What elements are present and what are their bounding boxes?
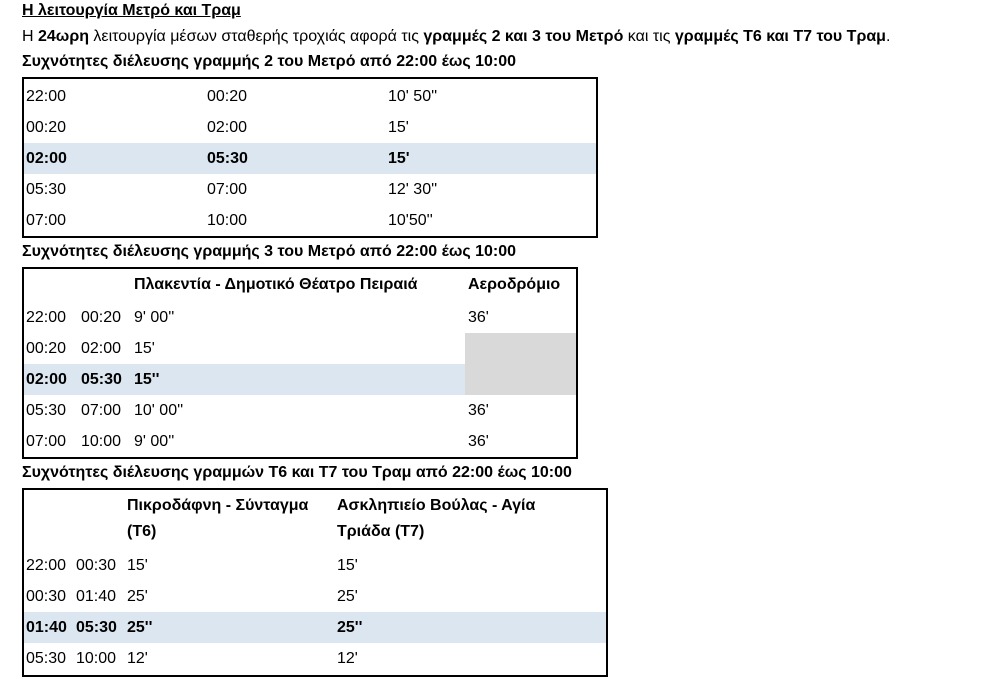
frequency: 10' 50''	[388, 88, 438, 105]
to-time: 05:30	[207, 150, 248, 167]
from-time: 07:00	[26, 212, 67, 229]
from-time: 01:40	[26, 619, 67, 636]
frequency-t6: 25''	[127, 619, 153, 636]
to-time: 10:00	[76, 650, 117, 667]
from-time: 02:00	[26, 371, 67, 388]
from-time: 22:00	[26, 88, 67, 105]
table-row	[24, 205, 596, 236]
table-row	[24, 333, 576, 364]
frequency-plakentia: 15''	[134, 371, 160, 388]
from-time: 07:00	[26, 433, 67, 450]
to-time: 10:00	[81, 433, 122, 450]
column-header-plakentia: Πλακεντία - Δημοτικό Θέατρο Πειραιά	[134, 276, 418, 293]
column-header-t7-line1: Ασκληπιείο Βούλας - Αγία	[337, 497, 536, 514]
table-row	[24, 581, 606, 612]
column-header-t6-line1: Πικροδάφνη - Σύνταγμα	[127, 497, 309, 514]
frequency-t6: 25'	[127, 588, 148, 605]
page-title: Η λειτουργία Μετρό και Τραμ	[22, 2, 241, 19]
to-time: 00:20	[207, 88, 248, 105]
from-time: 00:30	[26, 588, 67, 605]
frequency-plakentia: 10' 00''	[134, 402, 184, 419]
table-row	[24, 302, 576, 333]
frequency-t7: 25'	[337, 588, 358, 605]
to-time: 07:00	[207, 181, 248, 198]
to-time: 02:00	[207, 119, 248, 136]
frequency-t6: 12'	[127, 650, 148, 667]
frequency-t7: 15'	[337, 557, 358, 574]
tram-heading: Συχνότητες διέλευσης γραμμών Τ6 και Τ7 του Τραμ από 22:00 έως 10:00	[22, 464, 572, 481]
no-service-cell	[465, 364, 576, 395]
from-time: 05:30	[26, 181, 67, 198]
table-row-highlighted	[24, 143, 596, 174]
frequency: 12' 30''	[388, 181, 438, 198]
to-time: 05:30	[76, 619, 117, 636]
frequency: 10'50''	[388, 212, 433, 229]
table-row	[24, 174, 596, 205]
line3-table	[22, 267, 578, 459]
table-row	[24, 426, 576, 457]
frequency: 15'	[388, 150, 410, 167]
column-header-t7-line2: Τριάδα (Τ7)	[337, 523, 425, 540]
from-time: 05:30	[26, 650, 67, 667]
to-time: 01:40	[76, 588, 117, 605]
frequency-airport: 36'	[468, 402, 489, 419]
from-time: 22:00	[26, 309, 67, 326]
from-time: 05:30	[26, 402, 67, 419]
column-header-airport: Αεροδρόμιο	[468, 276, 561, 293]
frequency-plakentia: 9' 00''	[134, 309, 175, 326]
to-time: 00:20	[81, 309, 122, 326]
table-row	[24, 395, 576, 426]
frequency-plakentia: 15'	[134, 340, 155, 357]
from-time: 00:20	[26, 340, 67, 357]
line3-heading: Συχνότητες διέλευσης γραμμής 3 του Μετρό από 22:00 έως 10:00	[22, 243, 517, 260]
from-time: 22:00	[26, 557, 67, 574]
frequency: 15'	[388, 119, 409, 136]
to-time: 00:30	[76, 557, 117, 574]
table-row	[24, 112, 596, 143]
frequency-t6: 15'	[127, 557, 148, 574]
frequency-t7: 25''	[337, 619, 363, 636]
column-header-t6-line2: (Τ6)	[127, 523, 157, 540]
frequency-airport: 36'	[468, 433, 489, 450]
table-row	[24, 643, 606, 674]
to-time: 05:30	[81, 371, 122, 388]
table-row	[24, 81, 596, 112]
table-row-highlighted	[24, 364, 576, 395]
line2-table	[22, 77, 598, 238]
table-row-highlighted	[24, 612, 606, 643]
frequency-t7: 12'	[337, 650, 358, 667]
intro-paragraph: Η 24ωρη λειτουργία μέσων σταθερής τροχιάς αφορά τις γραμμές 2 και 3 του Μετρό και τις γραμμές Τ6 και Τ7 του Τραμ.	[22, 28, 891, 45]
frequency-airport: 36'	[468, 309, 489, 326]
to-time: 02:00	[81, 340, 122, 357]
table-row	[24, 550, 606, 581]
from-time: 00:20	[26, 119, 67, 136]
no-service-cell	[465, 333, 576, 364]
frequency-plakentia: 9' 00''	[134, 433, 175, 450]
to-time: 10:00	[207, 212, 248, 229]
line2-heading: Συχνότητες διέλευσης γραμμής 2 του Μετρό από 22:00 έως 10:00	[22, 53, 517, 70]
tram-table	[22, 488, 608, 677]
from-time: 02:00	[26, 150, 67, 167]
to-time: 07:00	[81, 402, 122, 419]
